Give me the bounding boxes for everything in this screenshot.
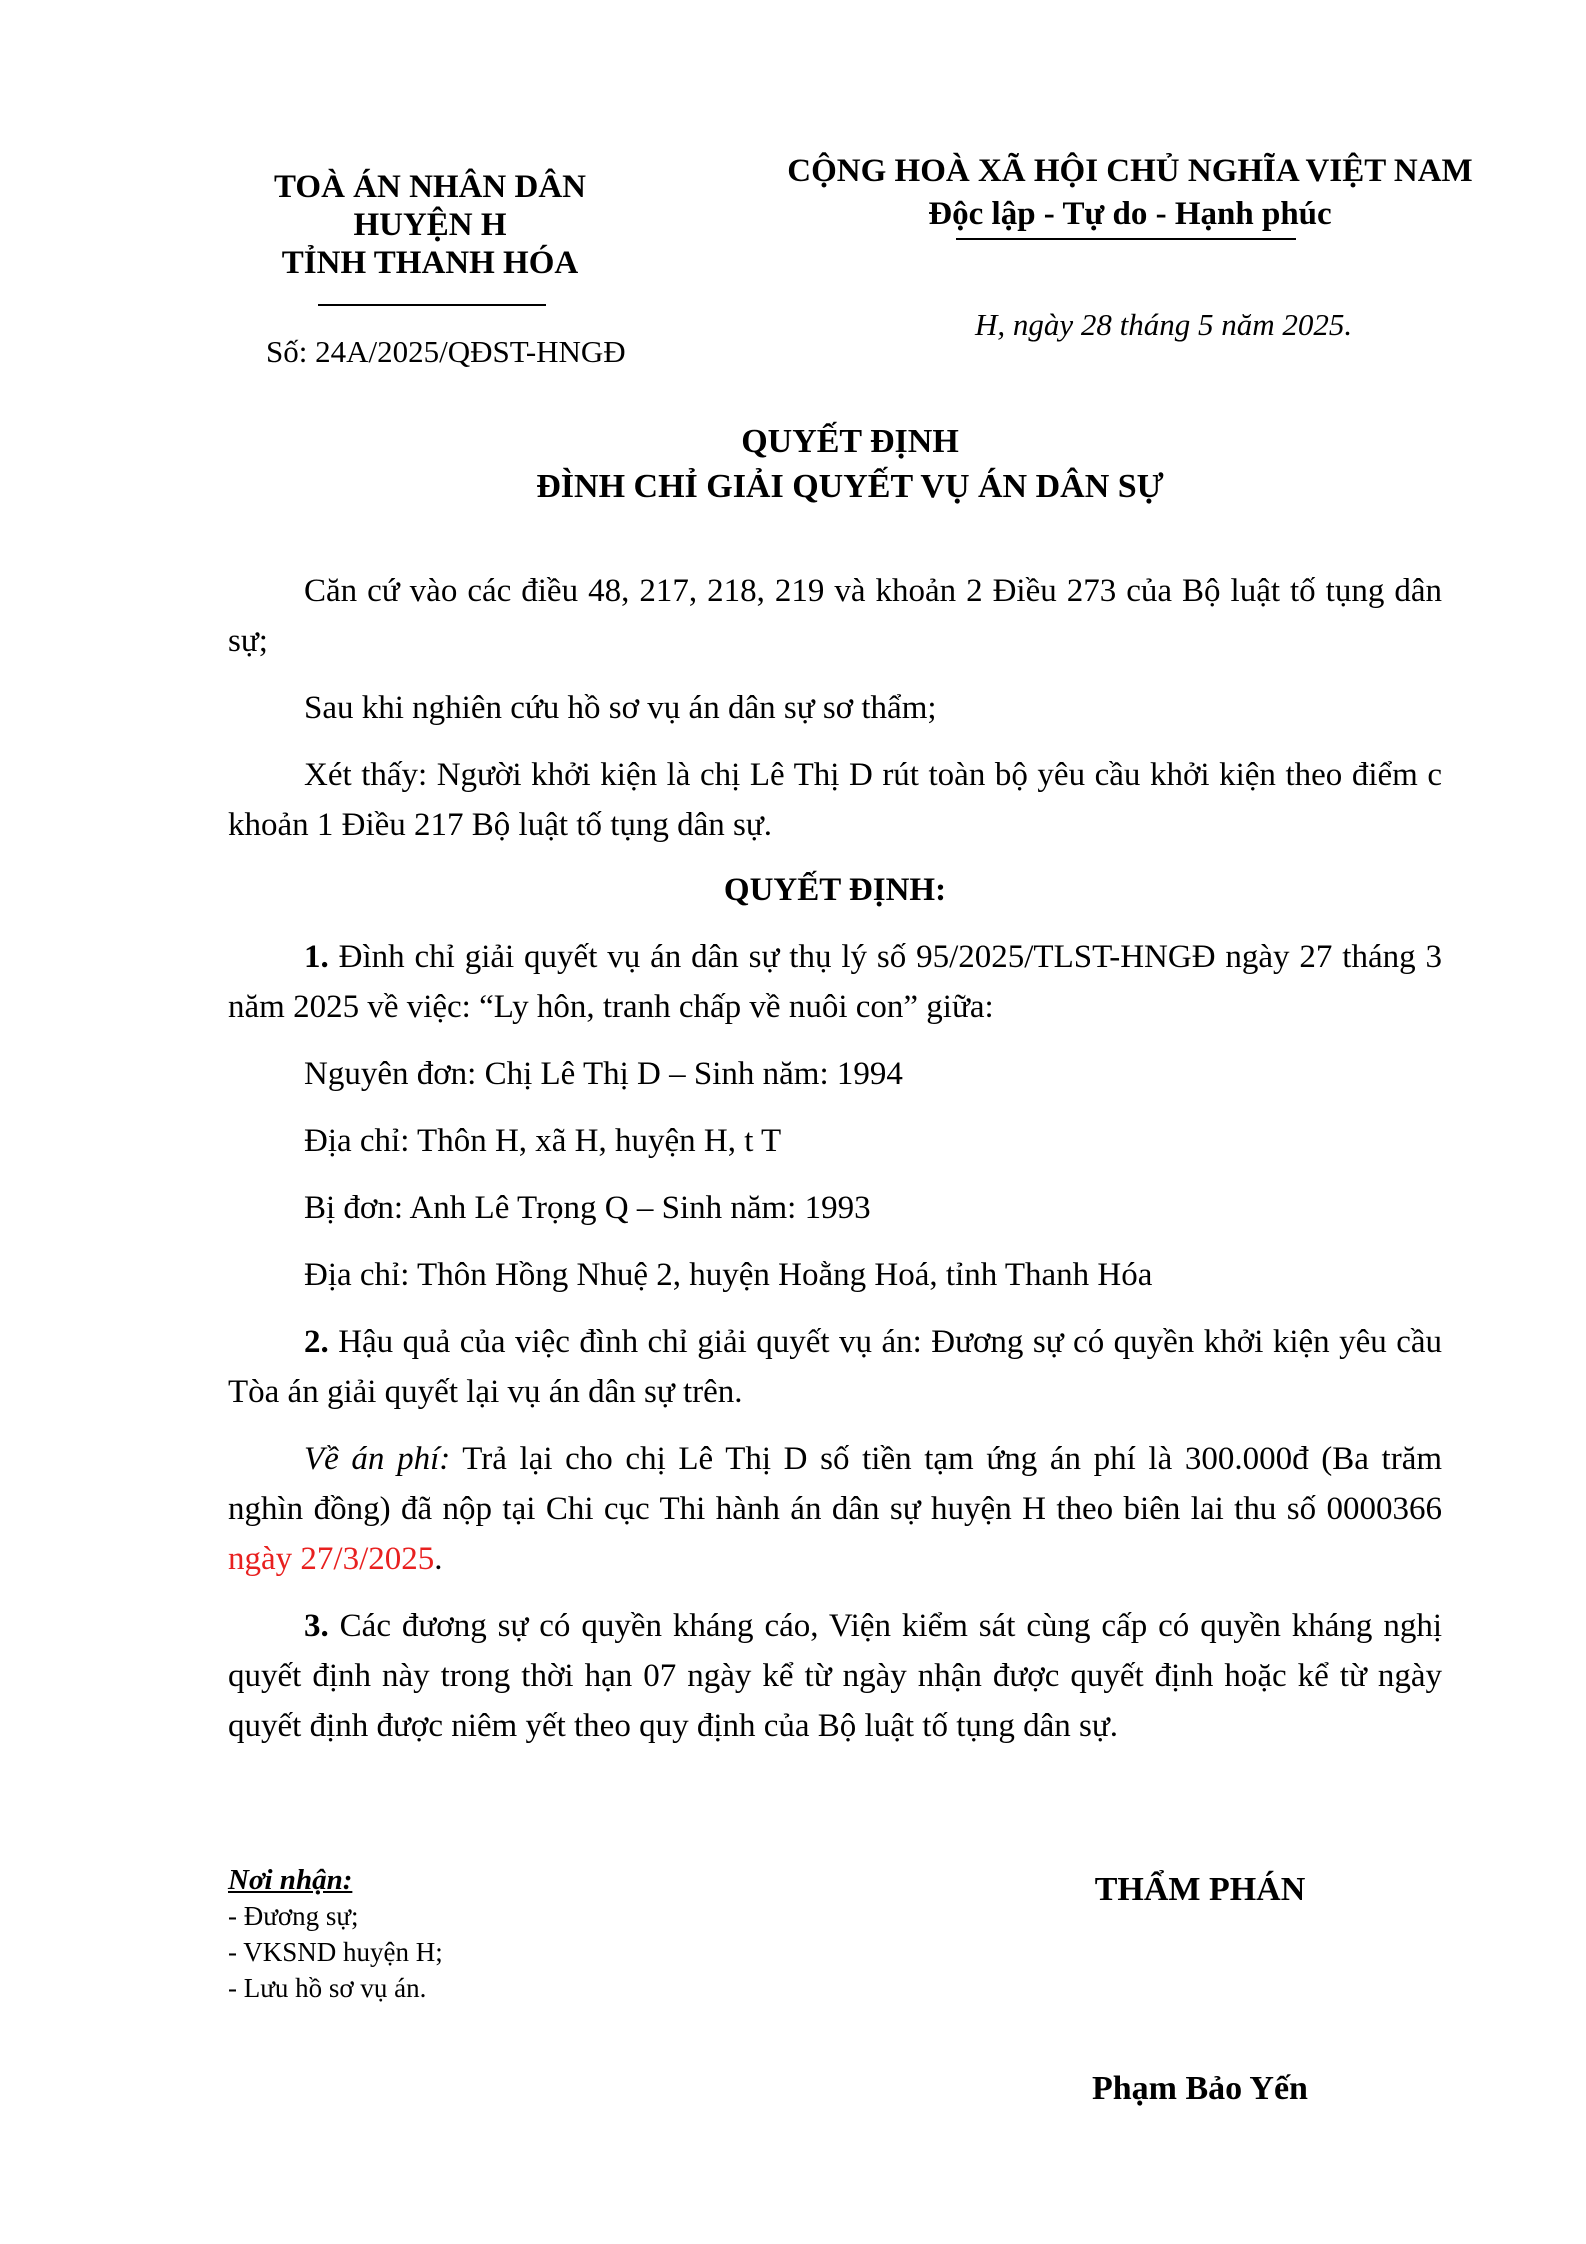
item-2-text: Hậu quả của việc đình chỉ giải quyết vụ án: Đương sự có quyền khởi kiện yêu cầu Tòa án giải quyết lại vụ án dân sự trên. bbox=[228, 1324, 1442, 1410]
defendant-address-line: Địa chỉ: Thôn Hồng Nhuệ 2, huyện Hoằng Hoá, tỉnh Thanh Hóa bbox=[304, 1257, 1153, 1293]
nation-name: CỘNG HOÀ XÃ HỘI CHỦ NGHĨA VIỆT NAM bbox=[787, 153, 1473, 189]
court-line-2: HUYỆN H bbox=[353, 207, 507, 243]
fee-date: ngày 27/3/2025 bbox=[228, 1541, 435, 1577]
fee-paragraph bbox=[228, 1434, 1442, 1584]
document-body bbox=[228, 566, 1442, 1768]
item-1-paragraph bbox=[228, 932, 1442, 1032]
court-line-3: TỈNH THANH HÓA bbox=[281, 245, 579, 281]
motto-underline bbox=[956, 238, 1296, 240]
research-paragraph: Sau khi nghiên cứu hồ sơ vụ án dân sự sơ thẩm; bbox=[304, 690, 937, 726]
defendant-line: Bị đơn: Anh Lê Trọng Q – Sinh năm: 1993 bbox=[304, 1190, 871, 1226]
recipient-item: - Đương sự; bbox=[228, 1901, 359, 1931]
plaintiff-address-line: Địa chỉ: Thôn H, xã H, huyện H, t T bbox=[304, 1123, 782, 1159]
title-line-2: ĐÌNH CHỈ GIẢI QUYẾT VỤ ÁN DÂN SỰ bbox=[536, 468, 1164, 505]
decision-heading: QUYẾT ĐỊNH: bbox=[723, 872, 947, 908]
item-2-number: 2. bbox=[304, 1324, 329, 1360]
doc-number: Số: 24A/2025/QĐST-HNGĐ bbox=[266, 334, 626, 369]
item-2-paragraph bbox=[228, 1317, 1442, 1417]
recipient-item: - VKSND huyện H; bbox=[228, 1937, 443, 1967]
court-underline bbox=[318, 304, 546, 306]
title-line-1: QUYẾT ĐỊNH bbox=[741, 423, 959, 460]
item-3-paragraph bbox=[228, 1601, 1442, 1751]
signer-name: Phạm Bảo Yến bbox=[1092, 2070, 1308, 2107]
item-1-text: Đình chỉ giải quyết vụ án dân sự thụ lý số 95/2025/TLST-HNGĐ ngày 27 tháng 3 năm 2025 về việc: “Ly hôn, tranh chấp về nuôi con” giữa: bbox=[228, 939, 1442, 1025]
plaintiff-line: Nguyên đơn: Chị Lê Thị D – Sinh năm: 1994 bbox=[304, 1056, 903, 1092]
recipients-block bbox=[228, 1862, 443, 2006]
fee-end: . bbox=[434, 1541, 443, 1577]
court-name bbox=[200, 168, 660, 282]
item-3-number: 3. bbox=[304, 1608, 329, 1644]
recipients-heading: Nơi nhận: bbox=[228, 1864, 353, 1896]
recipient-item: - Lưu hồ sơ vụ án. bbox=[228, 1973, 427, 2003]
signer-title: THẨM PHÁN bbox=[1094, 1871, 1306, 1908]
court-line-1: TOÀ ÁN NHÂN DÂN bbox=[274, 169, 586, 205]
fee-text: Trả lại cho chị Lê Thị D số tiền tạm ứng án phí là 300.000đ (Ba trăm nghìn đồng) đã nộp tại Chi cục Thi hành án dân sự huyện H theo biên lai thu số 0000366 bbox=[228, 1441, 1443, 1527]
finding-paragraph: Xét thấy: Người khởi kiện là chị Lê Thị D rút toàn bộ yêu cầu khởi kiện theo điểm c khoản 1 Điều 217 Bộ luật tố tụng dân sự. bbox=[228, 757, 1442, 843]
item-1-number: 1. bbox=[304, 939, 329, 975]
item-3-text: Các đương sự có quyền kháng cáo, Viện kiểm sát cùng cấp có quyền kháng nghị quyết định này trong thời hạn 07 ngày kể từ ngày nhận được quyết định hoặc kể từ ngày quyết định được niêm yết theo quy định của Bộ luật tố tụng dân sự. bbox=[228, 1608, 1442, 1744]
fee-label: Về án phí: bbox=[304, 1441, 451, 1477]
place-date: H, ngày 28 tháng 5 năm 2025. bbox=[975, 307, 1353, 342]
basis-paragraph: Căn cứ vào các điều 48, 217, 218, 219 và khoản 2 Điều 273 của Bộ luật tố tụng dân sự; bbox=[228, 573, 1442, 659]
motto: Độc lập - Tự do - Hạnh phúc bbox=[928, 196, 1332, 232]
